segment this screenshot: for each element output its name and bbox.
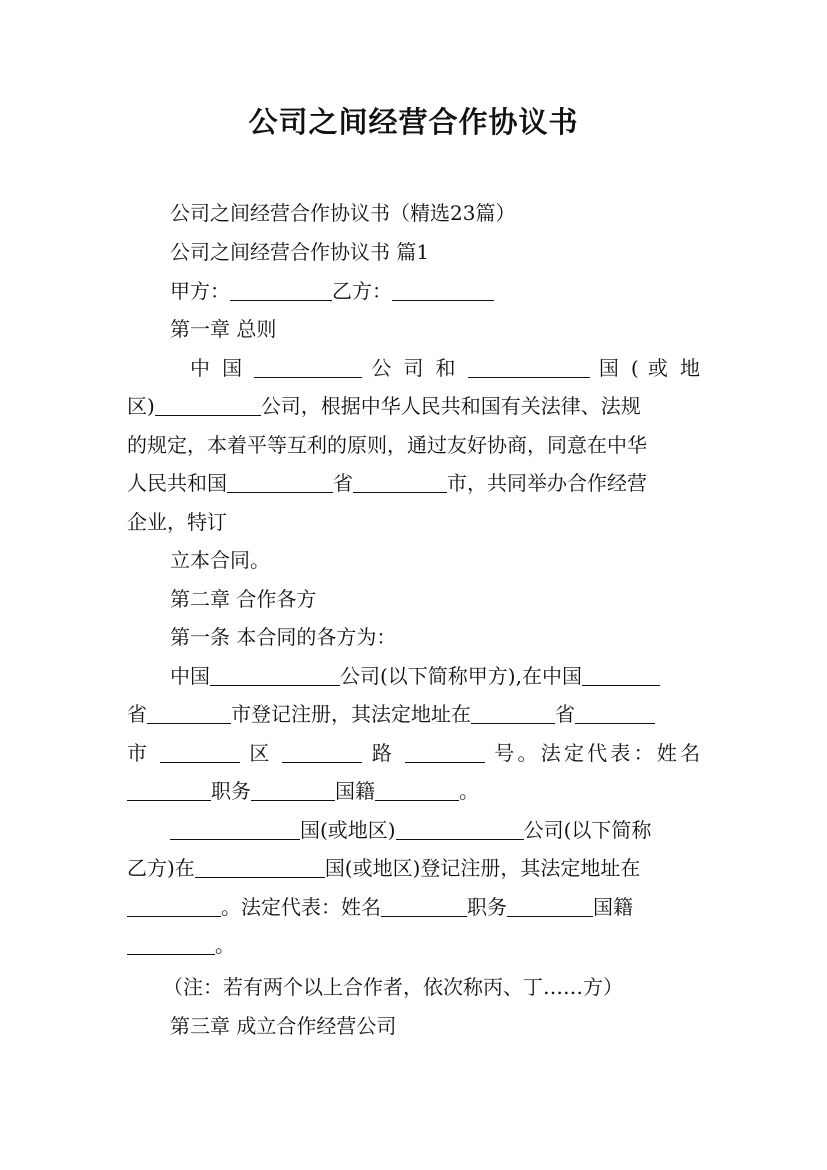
text-segment: 市 bbox=[127, 741, 151, 765]
parties-line bbox=[170, 278, 700, 304]
blank-field bbox=[375, 780, 459, 801]
blank-field bbox=[575, 703, 655, 724]
paragraph-line bbox=[127, 393, 700, 419]
blank-field bbox=[282, 742, 362, 763]
text-segment: 职务 bbox=[211, 779, 251, 803]
text-segment: 省 bbox=[127, 702, 147, 726]
text-segment: 国 ( 或 地 bbox=[598, 356, 700, 380]
text-segment: 省 bbox=[555, 702, 575, 726]
blank-field bbox=[582, 665, 660, 686]
paragraph-line bbox=[127, 470, 700, 496]
text-segment: 乙方)在 bbox=[127, 856, 195, 880]
paragraph-line bbox=[127, 778, 700, 804]
blank-field bbox=[254, 357, 362, 378]
text-segment: 号。法定代表：姓名 bbox=[494, 741, 701, 765]
text-segment: 。 bbox=[215, 933, 235, 957]
blank-field bbox=[507, 896, 593, 917]
blank-field bbox=[396, 819, 524, 840]
blank-field bbox=[127, 896, 221, 917]
text-segment: 省 bbox=[333, 471, 353, 495]
paragraph-line bbox=[170, 663, 700, 689]
party-b-label: 乙方： bbox=[332, 279, 392, 303]
text-segment: 中 国 bbox=[190, 356, 245, 380]
text-segment: 公司(以下简称甲方),在中国 bbox=[340, 664, 582, 688]
blank-field bbox=[227, 472, 333, 493]
text-segment: 国(或地区) bbox=[300, 818, 396, 842]
note-line: （注：若有两个以上合作者，依次称丙、丁……方） bbox=[163, 975, 623, 999]
text-segment: 区) bbox=[127, 394, 155, 418]
blank-field bbox=[405, 742, 485, 763]
blank-field bbox=[468, 357, 590, 378]
text-segment: 市登记注册，其法定地址在 bbox=[231, 702, 471, 726]
chapter-heading: 第三章 成立合作经营公司 bbox=[170, 1014, 397, 1038]
text-segment: 公司(以下简称 bbox=[523, 818, 652, 842]
paragraph-line: 的规定，本着平等互利的原则，通过友好协商，同意在中华 bbox=[127, 433, 647, 457]
text-segment: 国籍 bbox=[335, 779, 375, 803]
blank-field bbox=[392, 280, 494, 301]
text-segment: 公 司 和 bbox=[371, 356, 459, 380]
paragraph-line: 企业，特订 bbox=[127, 510, 227, 534]
document-title: 公司之间经营合作协议书 bbox=[248, 105, 579, 139]
text-segment: 人民共和国 bbox=[127, 471, 227, 495]
text-segment: 公司，根据中华人民共和国有关法律、法规 bbox=[260, 394, 641, 418]
blank-field bbox=[230, 280, 332, 301]
paragraph-line: 立本合同。 bbox=[170, 548, 270, 572]
text-segment: 职务 bbox=[467, 895, 507, 919]
text-segment: 国籍 bbox=[593, 895, 633, 919]
chapter-heading: 第二章 合作各方 bbox=[170, 587, 317, 611]
text-segment: 。 bbox=[459, 779, 479, 803]
text-segment: 。法定代表：姓名 bbox=[221, 895, 381, 919]
chapter-heading: 第一章 总则 bbox=[170, 317, 277, 341]
paragraph-line bbox=[190, 355, 700, 381]
subtitle-line: 公司之间经营合作协议书（精选23篇） bbox=[170, 201, 516, 225]
text-segment: 市，共同举办合作经营 bbox=[447, 471, 647, 495]
paragraph-line bbox=[127, 932, 700, 958]
blank-field bbox=[127, 934, 215, 955]
blank-field bbox=[147, 703, 231, 724]
paragraph-line bbox=[127, 740, 700, 766]
text-segment: 区 bbox=[249, 741, 273, 765]
blank-field bbox=[160, 742, 240, 763]
text-segment: 中国 bbox=[170, 664, 210, 688]
article-heading: 第一条 本合同的各方为： bbox=[170, 625, 397, 649]
blank-field bbox=[170, 819, 300, 840]
blank-field bbox=[210, 665, 340, 686]
party-a-label: 甲方： bbox=[170, 279, 230, 303]
paragraph-line bbox=[127, 701, 700, 727]
section-heading: 公司之间经营合作协议书 篇1 bbox=[170, 240, 430, 264]
blank-field bbox=[251, 780, 335, 801]
blank-field bbox=[381, 896, 467, 917]
paragraph-line bbox=[127, 855, 700, 881]
blank-field bbox=[195, 857, 325, 878]
blank-field bbox=[353, 472, 447, 493]
blank-field bbox=[155, 395, 261, 416]
paragraph-line bbox=[170, 817, 700, 843]
blank-field bbox=[471, 703, 555, 724]
blank-field bbox=[127, 780, 211, 801]
text-segment: 路 bbox=[371, 741, 396, 765]
paragraph-line bbox=[127, 894, 700, 920]
text-segment: 国(或地区)登记注册，其法定地址在 bbox=[324, 856, 641, 880]
